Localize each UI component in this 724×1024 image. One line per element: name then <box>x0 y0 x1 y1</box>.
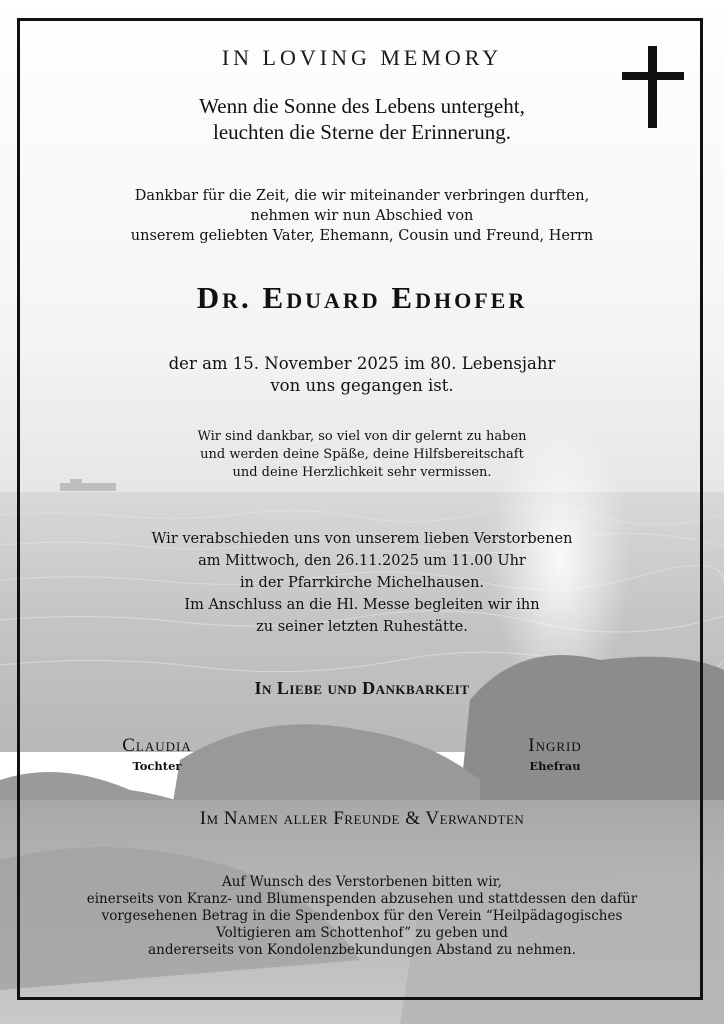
friends-line: Im Namen aller Freunde & Verwandten <box>199 808 525 829</box>
death-notice-line: von uns gegangen ist. <box>270 376 454 395</box>
mourner-wife <box>505 734 605 774</box>
thanks-line: und deine Herzlichkeit sehr vermissen. <box>232 465 492 480</box>
intro-line: Dankbar für die Zeit, die wir miteinander verbringen durften, <box>134 188 590 204</box>
service-details <box>0 528 724 638</box>
donation-line: einerseits von Kranz- und Blumenspenden abzusehen und stattdessen den dafür <box>86 891 638 907</box>
intro-line: unserem geliebten Vater, Ehemann, Cousin und Freund, Herrn <box>130 228 594 244</box>
service-line: Wir verabschieden uns von unserem lieben Verstorbenen <box>151 531 573 547</box>
donation-line: Auf Wunsch des Verstorbenen bitten wir, <box>222 874 502 890</box>
motto-line: leuchten die Sterne der Erinnerung. <box>213 120 511 144</box>
mourner-name: Ingrid <box>528 735 582 756</box>
motto-text <box>0 93 724 145</box>
death-notice-line: der am 15. November 2025 im 80. Lebensjahr <box>168 354 556 373</box>
mourner-name: Claudia <box>122 735 192 756</box>
motto-line: Wenn die Sonne des Lebens untergeht, <box>199 94 525 118</box>
memorial-heading: IN LOVING MEMORY <box>221 45 503 70</box>
intro-line: nehmen wir nun Abschied von <box>250 208 474 224</box>
donation-line: vorgesehenen Betrag in die Spendenbox für den Verein “Heilpädagogisches <box>101 908 623 924</box>
border-frame <box>17 18 703 1000</box>
donation-line: andererseits von Kondolenzbekundungen Abstand zu nehmen. <box>148 942 576 958</box>
service-line: in der Pfarrkirche Michelhausen. <box>239 575 485 591</box>
service-line: Im Anschluss an die Hl. Messe begleiten wir ihn <box>184 597 540 613</box>
deceased-name: Dr. Eduard Edhofer <box>196 280 528 315</box>
thanks-text <box>0 428 724 482</box>
closing-phrase: In Liebe und Dankbarkeit <box>254 678 470 698</box>
mourner-role: Ehefrau <box>529 759 581 773</box>
mourner-role: Tochter <box>132 759 182 773</box>
donation-request <box>0 874 724 959</box>
donation-line: Voltigieren am Schottenhof” zu geben und <box>216 925 508 941</box>
service-line: zu seiner letzten Ruhestätte. <box>256 619 468 635</box>
thanks-line: und werden deine Späße, deine Hilfsbereitschaft <box>200 447 524 462</box>
thanks-line: Wir sind dankbar, so viel von dir gelernt zu haben <box>197 429 527 444</box>
death-notice <box>0 353 724 397</box>
intro-text <box>0 186 724 246</box>
service-line: am Mittwoch, den 26.11.2025 um 11.00 Uhr <box>198 553 526 569</box>
mourner-daughter <box>97 734 217 774</box>
